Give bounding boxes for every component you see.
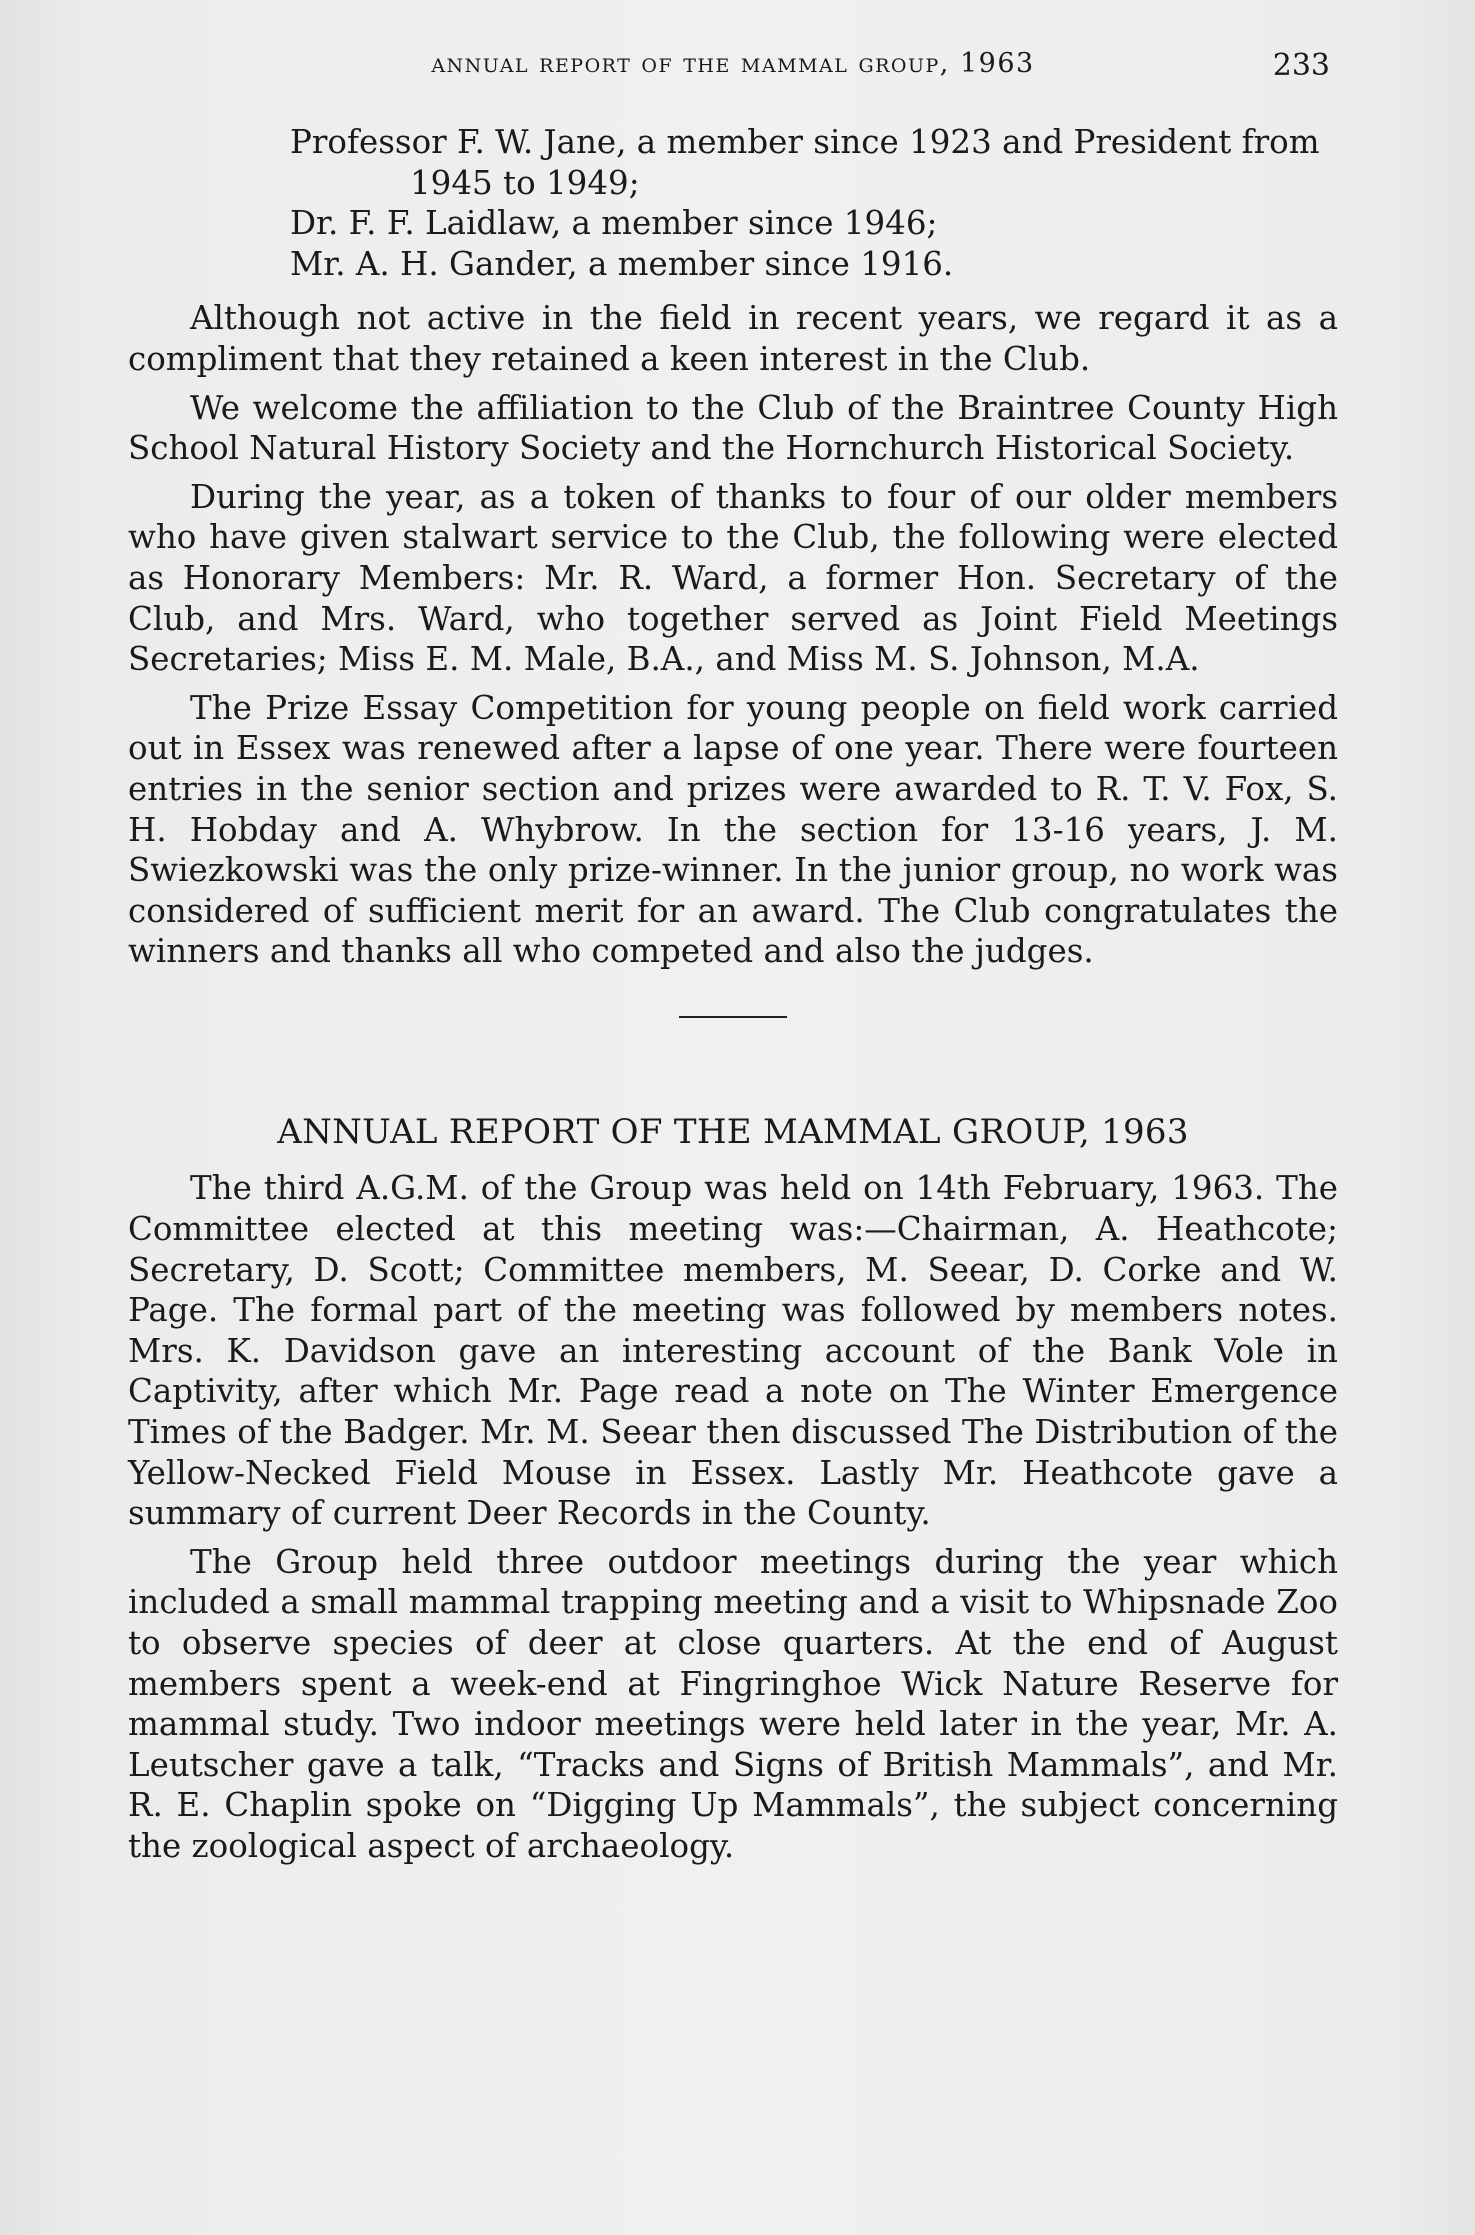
page-body <box>128 122 1338 1875</box>
section-divider <box>679 1016 787 1018</box>
member-entry: Professor F. W. Jane, a member since 1923 and President from 1945 to 1949; <box>290 123 1320 202</box>
paragraph: The third A.G.M. of the Group was held on 14th February, 1963. The Committee elected at this meeting was:—Chairman, A. Heathcote; Secretary, D. Scott; Committee members, M. Seear, D. Corke and W. Page. The formal part of the meeting was followed by members notes. Mrs. K. Davidson gave an interesting account of the Bank Vole in Captivity, after which Mr. Page read a note on The Winter Emergence Times of the Badger. Mr. M. Seear then discussed The Distribution of the Yellow-Necked Field Mouse in Essex. Lastly Mr. Heathcote gave a summary of current Deer Records in the County. <box>128 1169 1338 1533</box>
paragraph: We welcome the affiliation to the Club of the Braintree County High School Natural History Society and the Hornchurch Historical Society. <box>128 388 1338 468</box>
running-head <box>128 48 1338 88</box>
paragraph: Although not active in the field in recent years, we regard it as a compliment that they retained a keen interest in the Club. <box>128 299 1338 378</box>
paragraph: The Prize Essay Competition for young people on field work carried out in Essex was renewed after a lapse of one year. There were fourteen entries in the senior section and prizes were awarded to R. T. V. Fox, S. H. Hobday and A. Whybrow. In the section for 13-16 years, J. M. Swiezkowski was the only prize-winner. In the junior group, no work was considered of sufficient merit for an award. The Club congratulates the winners and thanks all who competed and also the judges. <box>128 688 1338 971</box>
paragraph: During the year, as a token of thanks to four of our older members who have given stalwart service to the Club, the following were elected as Honorary Members: Mr. R. Ward, a former Hon. Secretary of the Club, and Mrs. Ward, who together served as Joint Field Meetings Secretaries; Miss E. M. Male, B.A., and Miss M. S. Johnson, M.A. <box>128 477 1338 679</box>
paragraph: The Group held three outdoor meetings during the year which included a small mammal trapping meeting and a visit to Whipsnade Zoo to observe species of deer at close quarters. At the end of August members spent a week-end at Fingringhoe Wick Nature Reserve for mammal study. Two indoor meetings were held later in the year, Mr. A. Leutscher gave a talk, “Tracks and Signs of British Mammals”, and Mr. R. E. Chaplin spoke on “Digging Up Mammals”, the subject concerning the zoological aspect of archaeology. <box>128 1542 1338 1865</box>
member-entry: Mr. A. H. Gander, a member since 1916. <box>290 244 954 283</box>
honorary-member-list <box>290 122 1338 284</box>
section-heading: ANNUAL REPORT OF THE MAMMAL GROUP, 1963 <box>277 1111 1189 1152</box>
member-entry: Dr. F. F. Laidlaw, a member since 1946; <box>290 204 938 243</box>
running-title: annual report of the mammal group, 1963 <box>431 48 1035 79</box>
page-number: 233 <box>1272 48 1330 83</box>
